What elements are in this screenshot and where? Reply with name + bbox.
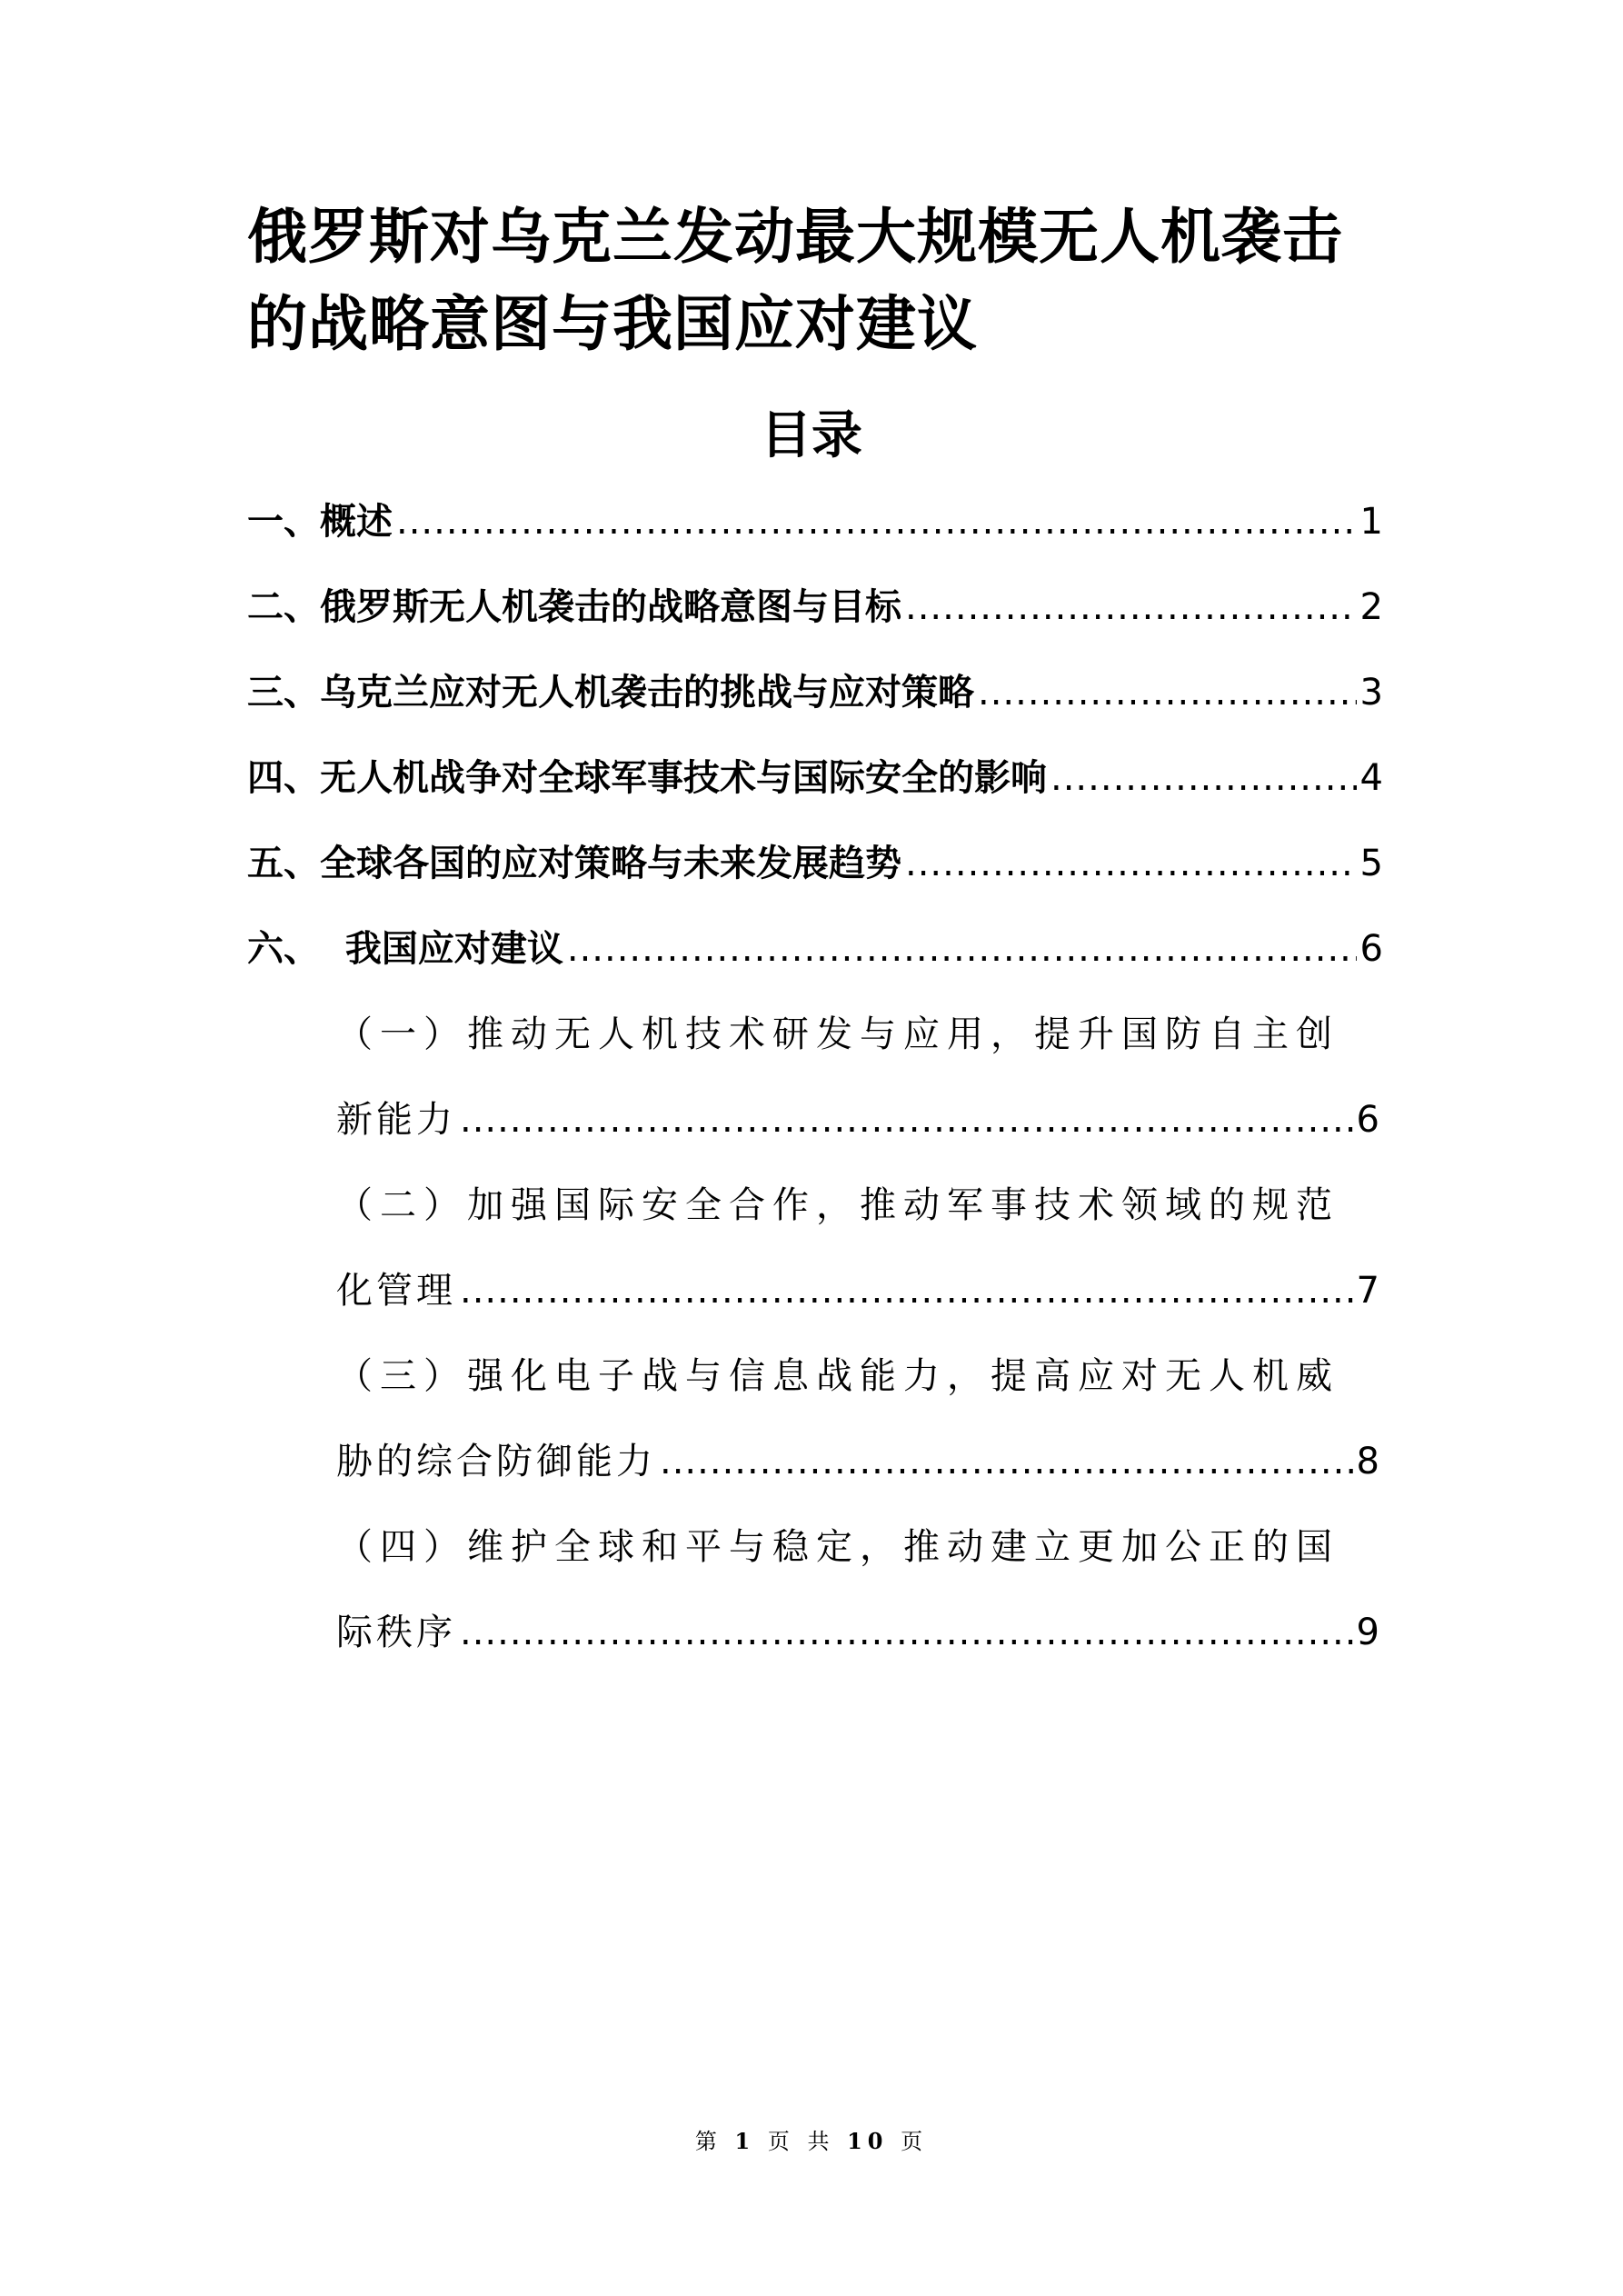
toc-subentry-line1[interactable]: （三）强化电子战与信息战能力，提高应对无人机威 — [336, 1355, 1339, 1397]
toc-entry-page: 1 — [1359, 501, 1383, 543]
toc-entry[interactable] — [247, 838, 1383, 889]
toc-subentry-label: 新能力 — [336, 1099, 456, 1141]
toc-entry-label: 一、概述 — [247, 501, 393, 543]
footer-middle: 页 共 — [767, 2129, 835, 2154]
footer-prefix: 第 — [694, 2129, 722, 2154]
toc-leader — [396, 496, 1357, 547]
toc-subentry-label: 际秩序 — [336, 1612, 456, 1653]
document-title — [247, 193, 1392, 367]
title-line-1: 俄罗斯对乌克兰发动最大规模无人机袭击 — [247, 201, 1343, 272]
toc-leader — [460, 1607, 1353, 1658]
toc-subentry-page: 7 — [1356, 1270, 1383, 1312]
footer-total-pages: 10 — [847, 2128, 889, 2154]
toc-subentry[interactable] — [336, 1265, 1383, 1316]
footer-suffix: 页 — [901, 2129, 929, 2154]
toc-leader — [905, 582, 1357, 633]
toc-leader — [567, 923, 1357, 974]
toc-leader — [1050, 753, 1357, 804]
toc-entry-page: 3 — [1359, 672, 1383, 714]
toc-entry-page: 6 — [1359, 928, 1383, 970]
toc-entry-page: 4 — [1359, 757, 1383, 799]
toc-subentry[interactable] — [336, 1094, 1383, 1145]
toc-entry[interactable] — [247, 582, 1383, 633]
toc-heading: 目录 — [761, 406, 862, 465]
toc-entry-label: 五、全球各国的应对策略与未来发展趋势 — [247, 843, 901, 884]
toc-leader — [460, 1094, 1353, 1145]
toc-subentry-page: 8 — [1356, 1441, 1383, 1482]
footer-current-page: 1 — [734, 2128, 756, 2154]
toc-subentry-line1[interactable]: （一）推动无人机技术研发与应用，提升国防自主创 — [336, 1013, 1339, 1055]
toc-subentry-label: 化管理 — [336, 1270, 456, 1312]
toc-entry-page: 2 — [1359, 586, 1383, 628]
toc-leader — [905, 838, 1357, 889]
toc-entry-label: 三、乌克兰应对无人机袭击的挑战与应对策略 — [247, 672, 974, 714]
toc-entry[interactable] — [247, 923, 1383, 974]
toc-subentry-label: 胁的综合防御能力 — [336, 1441, 656, 1482]
toc-entry-label: 二、俄罗斯无人机袭击的战略意图与目标 — [247, 586, 901, 628]
toc-subentry[interactable] — [336, 1436, 1383, 1487]
toc-entry[interactable] — [247, 496, 1383, 547]
toc-subentry[interactable] — [336, 1607, 1383, 1658]
toc-subentry-page: 6 — [1356, 1099, 1383, 1141]
page-footer — [0, 2127, 1623, 2156]
toc-subentry-line1[interactable]: （四）维护全球和平与稳定，推动建立更加公正的国 — [336, 1526, 1339, 1568]
toc-entry[interactable] — [247, 753, 1383, 804]
toc-leader — [460, 1265, 1353, 1316]
title-line-2: 的战略意图与我国应对建议 — [247, 288, 978, 359]
toc-entry-page: 5 — [1359, 843, 1383, 884]
toc-entry[interactable] — [247, 667, 1383, 718]
toc-entry-label: 六、 我国应对建议 — [247, 928, 563, 970]
toc-leader — [978, 667, 1357, 718]
toc-entry-label: 四、无人机战争对全球军事技术与国际安全的影响 — [247, 757, 1047, 799]
toc-subentry-line1[interactable]: （二）加强国际安全合作，推动军事技术领域的规范 — [336, 1184, 1339, 1226]
toc-subentry-page: 9 — [1356, 1612, 1383, 1653]
toc-leader — [660, 1436, 1353, 1487]
